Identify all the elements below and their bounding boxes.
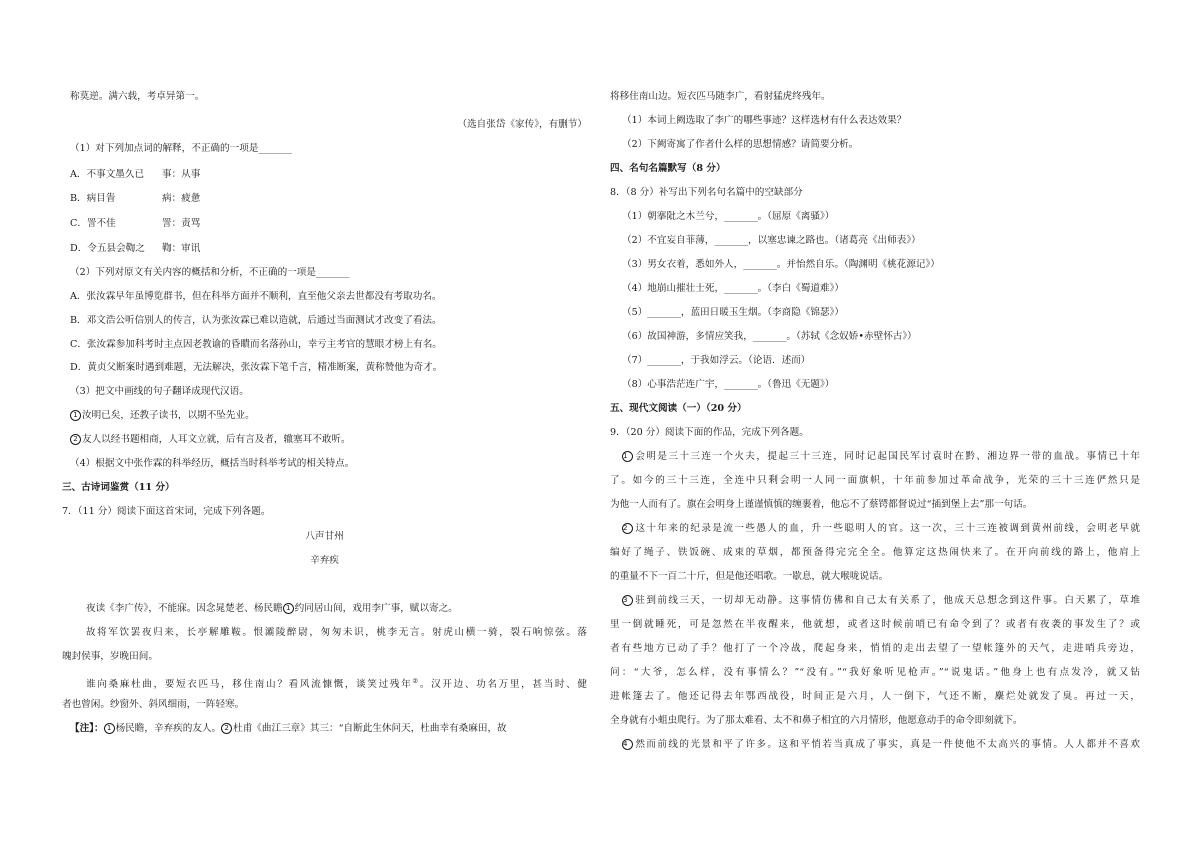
footnote-mark-2: ② (412, 677, 420, 685)
section-heading: 五、现代文阅读（一）（20 分） (610, 403, 747, 414)
question-7: 7．（11 分）阅读下面这首宋词，完成下列各题。 (62, 506, 271, 517)
paragraph-line: 了。如今的三十三连，全连中只剩会明一人同一面旗帜，十年前参加过革命战争，光荣的三十三连俨然只是 (610, 475, 1140, 486)
paragraph-line: 里一倒就睡死，可是忽然在半夜醒来，他就想，或者这时候前哨已有命令到了？或者有夜袭的事发生了？或 (610, 619, 1140, 630)
poem-line: 魄封侯事，岁晚田间。 (62, 651, 158, 662)
paragraph-line: 编好了绳子、铁饭碗、成束的草烟，都预备得完完全全。他算定这热闹快来了。在开向前线的路上，他肩上 (610, 547, 1140, 558)
text-line: 将移住南山边。短衣匹马随李广，看射猛虎终残年。 (610, 91, 831, 102)
text-line: 称莫逆。满六载，考卓异第一。 (70, 91, 205, 102)
question-3: （3）把文中画线的句子翻译成现代汉语。 (70, 386, 249, 397)
fill-item: （2）不宜妄自菲薄，_______，以塞忠谏之路也。（诸葛亮《出师表》） (622, 235, 921, 246)
option-d: D．令五县会鞫之 鞫：审讯 (70, 243, 201, 254)
circled-number-1: 1 (70, 410, 81, 421)
fill-item: （1）朝搴阰之木兰兮，_______。（屈原《离骚》） (622, 211, 835, 222)
fill-item: （4）地崩山摧壮士死，_______。（李白《蜀道难》） (622, 283, 844, 294)
question-1: （1）对下列加点词的解释，不正确的一项是_______ (70, 143, 292, 154)
fill-item: （6）故国神游，多情应笑我，_______。（苏轼《念奴娇•赤壁怀古》） (622, 331, 917, 342)
circled-number-1: 1 (104, 723, 115, 734)
paragraph-line: 的重量不下一百二十斤，但是他还唱歌。一歇息，就大喉咙说话。 (610, 571, 889, 582)
poem-title: 八声甘州 (305, 531, 344, 542)
circled-number-4: 4 (622, 739, 633, 750)
circled-number-3: 3 (622, 595, 633, 606)
circled-number-1: 1 (283, 603, 294, 614)
poem-line: 者也曾闲。纱窗外、斜风细雨，一阵轻寒。 (62, 699, 245, 710)
option-a: A．张汝霖早年虽博览群书，但在科举方面并不顺利，直至他父亲去世都没有考取功名。 (70, 291, 442, 302)
poem-line: 谁向桑麻杜曲，要短衣匹马，移住南山？看风流慷慨，谈笑过残年②。汉开边、功名万里，甚当时、健 (86, 677, 588, 691)
paragraph-line: 1 会明是三十三连一个火夫，提起三十三连，同时记起国民军讨袁时在黔、湘边界一带的血战。事情已十年 (623, 451, 1140, 462)
poem-question-2: （2）下阙寄寓了作者什么样的思想情感？请简要分析。 (622, 139, 859, 150)
poem-preface: 夜读《李广传》，不能寐。因念晁楚老、杨民瞻 1 约同居山间，戏用李广事，赋以寄之。 (86, 603, 458, 614)
circled-number-1: 1 (622, 451, 633, 462)
circled-number-2: 2 (70, 434, 81, 445)
paragraph-line: 2 这十年来的纪录是流一些愚人的血，升一些聪明人的官。这一次，三十三连被调到黄州前线，会明老早就 (623, 523, 1140, 534)
paragraph-line: 问：“大爷，怎么样，没有事情么？”“没有。”“我好象听见枪声。”“说鬼话。”他身上也有点发冷，就又钻 (610, 667, 1140, 678)
translate-item-1: 1 汝明已矣，还教子读书，以期不坠先业。 (62, 409, 587, 423)
paragraph-line: 4 然而前线的光景和平了许多。这和平悄若当真成了事实，真是一件使他不太高兴的事情。人人都并不喜欢 (623, 739, 1140, 750)
question-2: （2）下列对原文有关内容的概括和分析，不正确的一项是_______ (70, 267, 350, 278)
fill-item: （8）心事浩茫连广宇，_______。（鲁迅《无题》） (622, 379, 835, 390)
fill-item: （5）_______，蓝田日暖玉生烟。（李商隐《锦瑟》） (622, 307, 844, 318)
fill-item: （7）_______，于我如浮云。（论语．述而） (622, 355, 811, 366)
paragraph-line: 全身就有小蛆虫爬行。为了那太难看、太不和鼻子相宜的六月情形，他愿意动手的命令即刻就下。 (610, 715, 1023, 726)
option-c: C．詈不佳 詈：责骂 (70, 218, 201, 229)
option-d: D．黄贞父断案时遇到难题，无法解决，张汝霖下笔千言，精准断案，黄称赞他为奇才。 (70, 362, 443, 373)
paragraph-line: 进帐篷去了。他还记得去年鄂西战役，时间正是六月，人一倒下，气还不断，麇烂处就发了臭。再过一天， (610, 691, 1140, 702)
option-a: A．不事文墨久已 事：从事 (70, 169, 201, 180)
question-4: （4）根据文中张作霖的科举经历，概括当时科举考试的相关特点。 (70, 458, 355, 469)
poem-question-1: （1）本词上阙选取了李广的哪些事迹？这样选材有什么表达效果？ (622, 115, 907, 126)
fill-item: （3）男女衣着，悉如外人，_______。并怡然自乐。（陶渊明《桃花源记》） (622, 259, 940, 270)
question-8: 8．（8 分）补写出下列名句名篇中的空缺部分 (610, 187, 803, 198)
source-citation: （选自张岱《家传》，有删节） (457, 119, 587, 130)
section-heading: 四、名句名篇默写（8 分） (610, 163, 726, 174)
translate-item-2: 2 友人以经书题相商，人耳文立就，后有言及者，辙塞耳不敢听。 (62, 433, 587, 447)
circled-number-2: 2 (622, 523, 633, 534)
poem-line: 故将军饮罢夜归来，长亭解雕鞍。恨灞陵醉尉，匆匆未识，桃李无言。射虎山横一骑，裂石响惊弦。落 (86, 627, 587, 638)
option-b: B．病目眚 病：疲惫 (70, 193, 201, 204)
section-heading: 三、古诗词鉴赏（11 分） (62, 482, 175, 493)
poem-author: 辛弃疾 (310, 555, 339, 566)
paragraph-line: 3 驻到前线三天，一切却无动静。这事情仿佛和自己太有关系了，他成天总想念到这件事。白天累了，草堆 (623, 595, 1140, 606)
option-b: B．邓文浩公听信别人的传言，认为张汝霖已难以造就，后通过当面测试才改变了看法。 (70, 315, 442, 326)
question-9: 9．（20 分）阅读下面的作品，完成下列各题。 (610, 427, 809, 438)
poem-notes: 【注】： 1 杨民瞻，辛弃疾的友人。 2 杜甫《曲江三章》其三：“自断此生休问天，杜曲幸有桑麻田，故 (70, 723, 507, 734)
option-c: C．张汝霖参加科考时主点因老教谕的昏瞶而名落孙山，幸亏主考官的慧眼才榜上有名。 (70, 339, 442, 350)
paragraph-line: 为他一人而有了。旗在会明身上谨谨慎慎的缠裹着，他忘不了蔡锷都督说过“插到堡上去”那一句话。 (610, 499, 1033, 510)
circled-number-2: 2 (221, 723, 232, 734)
paragraph-line: 者有些地方已动了手？他打了一个冷战，爬起身来，悄悄的走出去望了一望帐篷外的天气，走进哨兵旁边， (610, 643, 1140, 654)
